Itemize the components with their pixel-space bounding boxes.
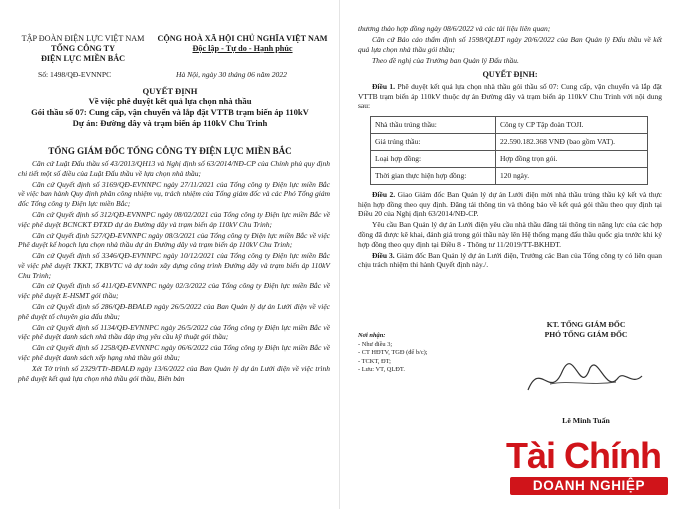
table-key: Giá trúng thầu:: [371, 133, 496, 150]
legal-basis-item: Xét Tờ trình số 2329/TTr-BĐALĐ ngày 13/6/2022 của Ban Quản lý dự án Lưới điện về việc trình phê duyệt kết quả lựa chọn nhà thầu gói thầu, Biên bản: [18, 363, 330, 383]
issuing-authority: TỔNG GIÁM ĐỐC TỔNG CÔNG TY ĐIỆN LỰC MIỀN BẮC: [48, 146, 292, 156]
article-2-extra: Yêu cầu Ban Quản lý dự án Lưới điện yêu cầu nhà thầu đăng tải thông tin năng lực của các hợp đồng đã được kê khai, đánh giá trong gói thầu này lên Hệ thống mạng đấu thầu quốc gia trước khi ký hợp đồng theo quy định tại Điều 8 - Thông tư 11/2019/TT-BKHĐT.: [358, 220, 662, 249]
table-value: Công ty CP Tập đoàn TOJI.: [496, 116, 648, 133]
legal-basis-item: Căn cứ Quyết định số 3169/QĐ-EVNNPC ngày 27/11/2021 của Tổng công ty Điện lực miền Bắc về việc ban hành Quy định phân công nhiệm vụ, trách nhiệm của Tổng giám đốc và các Phó Tổng giám đốc Tổng công ty Điện lực miền Bắc;: [18, 179, 330, 209]
article-3: [358, 251, 662, 270]
appraisal-basis: Căn cứ Báo cáo thẩm định số 1598/QLĐT ngày 20/6/2022 của Ban Quản lý Đấu thầu về kết quả lựa chọn nhà thầu gói thầu;: [358, 35, 662, 54]
table-key: Thời gian thực hiện hợp đồng:: [371, 167, 496, 184]
table-row: [371, 167, 648, 184]
nation-title: CỘNG HOÀ XÃ HỘI CHỦ NGHĨA VIỆT NAM: [157, 34, 328, 43]
recipient-item: - Như điều 3;: [358, 340, 393, 348]
watermark-logo: [506, 437, 674, 503]
brand-wordmark-top: Tài Chính: [506, 435, 661, 476]
signature-title: [496, 320, 676, 340]
legal-basis-item: Căn cứ Quyết định số 1258/QĐ-EVNNPC ngày 06/6/2022 của Tổng công ty Điện lực miền Bắc về việc phê duyệt danh sách xếp hạng nhà thầu gói thầu;: [18, 343, 330, 362]
handwritten-signature: [520, 350, 650, 410]
article-3-label: Điều 3.: [372, 250, 395, 260]
proposal-basis: Theo đề nghị của Trưởng ban Quản lý Đấu thầu.: [372, 55, 519, 65]
issuing-organization: [18, 34, 148, 64]
table-row: [371, 116, 648, 133]
recipients-heading: Nơi nhận:: [358, 332, 386, 339]
signature-line-1: KT. TỔNG GIÁM ĐỐC: [546, 320, 626, 329]
legal-basis-item: Căn cứ Luật Đấu thầu số 43/2013/QH13 và Nghị định số 63/2014/NĐ-CP của Chính phủ quy định chi tiết một số điều của Luật Đấu thầu về lựa chọn nhà thầu;: [18, 159, 330, 178]
decision-heading: QUYẾT ĐỊNH:: [482, 69, 538, 79]
org-name-line2: ĐIỆN LỰC MIỀN BẮC: [40, 54, 126, 63]
article-2-label: Điều 2.: [372, 189, 396, 199]
table-row: [371, 133, 648, 150]
recipient-item: - CT HĐTV, TGĐ (để b/c);: [358, 349, 428, 356]
table-key: Nhà thầu trúng thầu:: [371, 116, 496, 133]
article-1-label: Điều 1.: [372, 82, 396, 92]
recipient-item: - TCKT, ĐT;: [358, 357, 391, 365]
brand-wordmark-bottom: DOANH NGHIỆP: [532, 478, 646, 493]
award-info-table: [370, 116, 648, 185]
national-motto: Độc lập - Tự do - Hạnh phúc: [192, 44, 293, 53]
table-row: [371, 150, 648, 167]
package-title: Gói thầu số 07: Cung cấp, vận chuyển và lắp đặt VTTB trạm biến áp 110kV: [31, 107, 309, 117]
article-1-text: Phê duyệt kết quả lựa chọn nhà thầu gói thầu số 07: Cung cấp, vận chuyển và lắp đặt VTTB trạm biến áp 110kV thuộc dự án Đường dây và trạm biến áp 110kV Chu Trinh với nội dung sau:: [358, 82, 663, 111]
place-date: Hà Nội, ngày 30 tháng 06 năm 2022: [176, 70, 287, 79]
signer-name: Lê Minh Tuấn: [562, 416, 610, 425]
article-1: [358, 82, 662, 111]
brand-banner: [510, 477, 668, 495]
signature-line-2: PHÓ TỔNG GIÁM ĐỐC: [544, 330, 628, 339]
legal-basis-item: Căn cứ Quyết định số 286/QĐ-BĐALĐ ngày 26/5/2022 của Ban Quản lý dự án Lưới điện về việc phê duyệt tổ chuyên gia đấu thầu;: [18, 302, 330, 321]
project-title: Dự án: Đường dây và trạm biến áp 110kV Chu Trinh: [72, 118, 268, 128]
article-2: [358, 190, 662, 219]
table-value: 120 ngày.: [496, 167, 648, 184]
org-name-line1: TỔNG CÔNG TY: [51, 44, 115, 53]
legal-basis-item: Căn cứ Quyết định 527/QĐ-EVNNPC ngày 08/3/2021 của Tổng công ty Điện lực miền Bắc về việc Phê duyệt kế hoạch lựa chọn nhà thầu dự án Đường dây và trạm biến áp 110kV Chu Trinh;: [18, 230, 330, 250]
legal-basis-item: Căn cứ Quyết định số 1134/QĐ-EVNNPC ngày 26/5/2022 của Tổng công ty Điện lực miền Bắc về việc phê duyệt danh sách nhà thầu đáp ứng yêu cầu kỹ thuật gói thầu;: [18, 322, 330, 342]
table-value: Hợp đồng trọn gói.: [496, 150, 648, 167]
document-type: QUYẾT ĐỊNH: [142, 86, 198, 96]
legal-basis-item: Căn cứ Quyết định số 312/QĐ-EVNNPC ngày 08/02/2021 của Tổng công ty Điện lực miền Bắc về việc phê duyệt BCNCKT ĐTXD dự án Đường dây và trạm biến áp 110kV Chu Trinh;: [18, 209, 330, 229]
continued-basis: thương thảo hợp đồng ngày 08/6/2022 và các tài liệu liên quan;: [358, 24, 551, 33]
legal-basis: [18, 159, 330, 384]
national-header: [150, 34, 335, 54]
reference-number: Số: 1498/QĐ-EVNNPC: [38, 70, 112, 79]
legal-basis-item: Căn cứ Quyết định số 411/QĐ-EVNNPC ngày 02/3/2022 của Tổng công ty Điện lực miền Bắc về việc phê duyệt E-HSMT gói thầu;: [18, 281, 330, 301]
table-value: 22.590.182.368 VNĐ (bao gồm VAT).: [496, 133, 648, 150]
article-3-text: Giám đốc Ban Quản lý dự án Lưới điện, Trưởng các Ban của Tổng công ty có liên quan chịu trách nhiệm thi hành Quyết định này./.: [358, 250, 662, 270]
legal-basis-item: Căn cứ Quyết định số 3346/QĐ-EVNNPC ngày 10/12/2021 của Tổng công ty Điện lực miền Bắc về việc phê duyệt TKKT, TKBVTC và dự toán xây dựng công trình Đường dây và trạm biến áp 110kV Chu Trinh;: [18, 251, 330, 280]
decision-body: [358, 24, 662, 271]
recipient-item: - Lưu: VT, QLĐT.: [358, 366, 405, 373]
org-parent: TẬP ĐOÀN ĐIỆN LỰC VIỆT NAM: [21, 34, 145, 43]
article-2-text: Giao Giám đốc Ban Quản lý dự án Lưới điện mời nhà thầu trúng thầu ký kết và thực hiện hợp đồng theo quy định. Đăng tải thông tin và thông báo về kết quả gói thầu theo quy định tại Điều 20 của Nghị định 63/2014/NĐ-CP.: [358, 189, 663, 219]
recipients-block: [358, 332, 478, 375]
document-subject: Về việc phê duyệt kết quả lựa chọn nhà thầu: [88, 96, 252, 106]
table-key: Loại hợp đồng:: [371, 150, 496, 167]
